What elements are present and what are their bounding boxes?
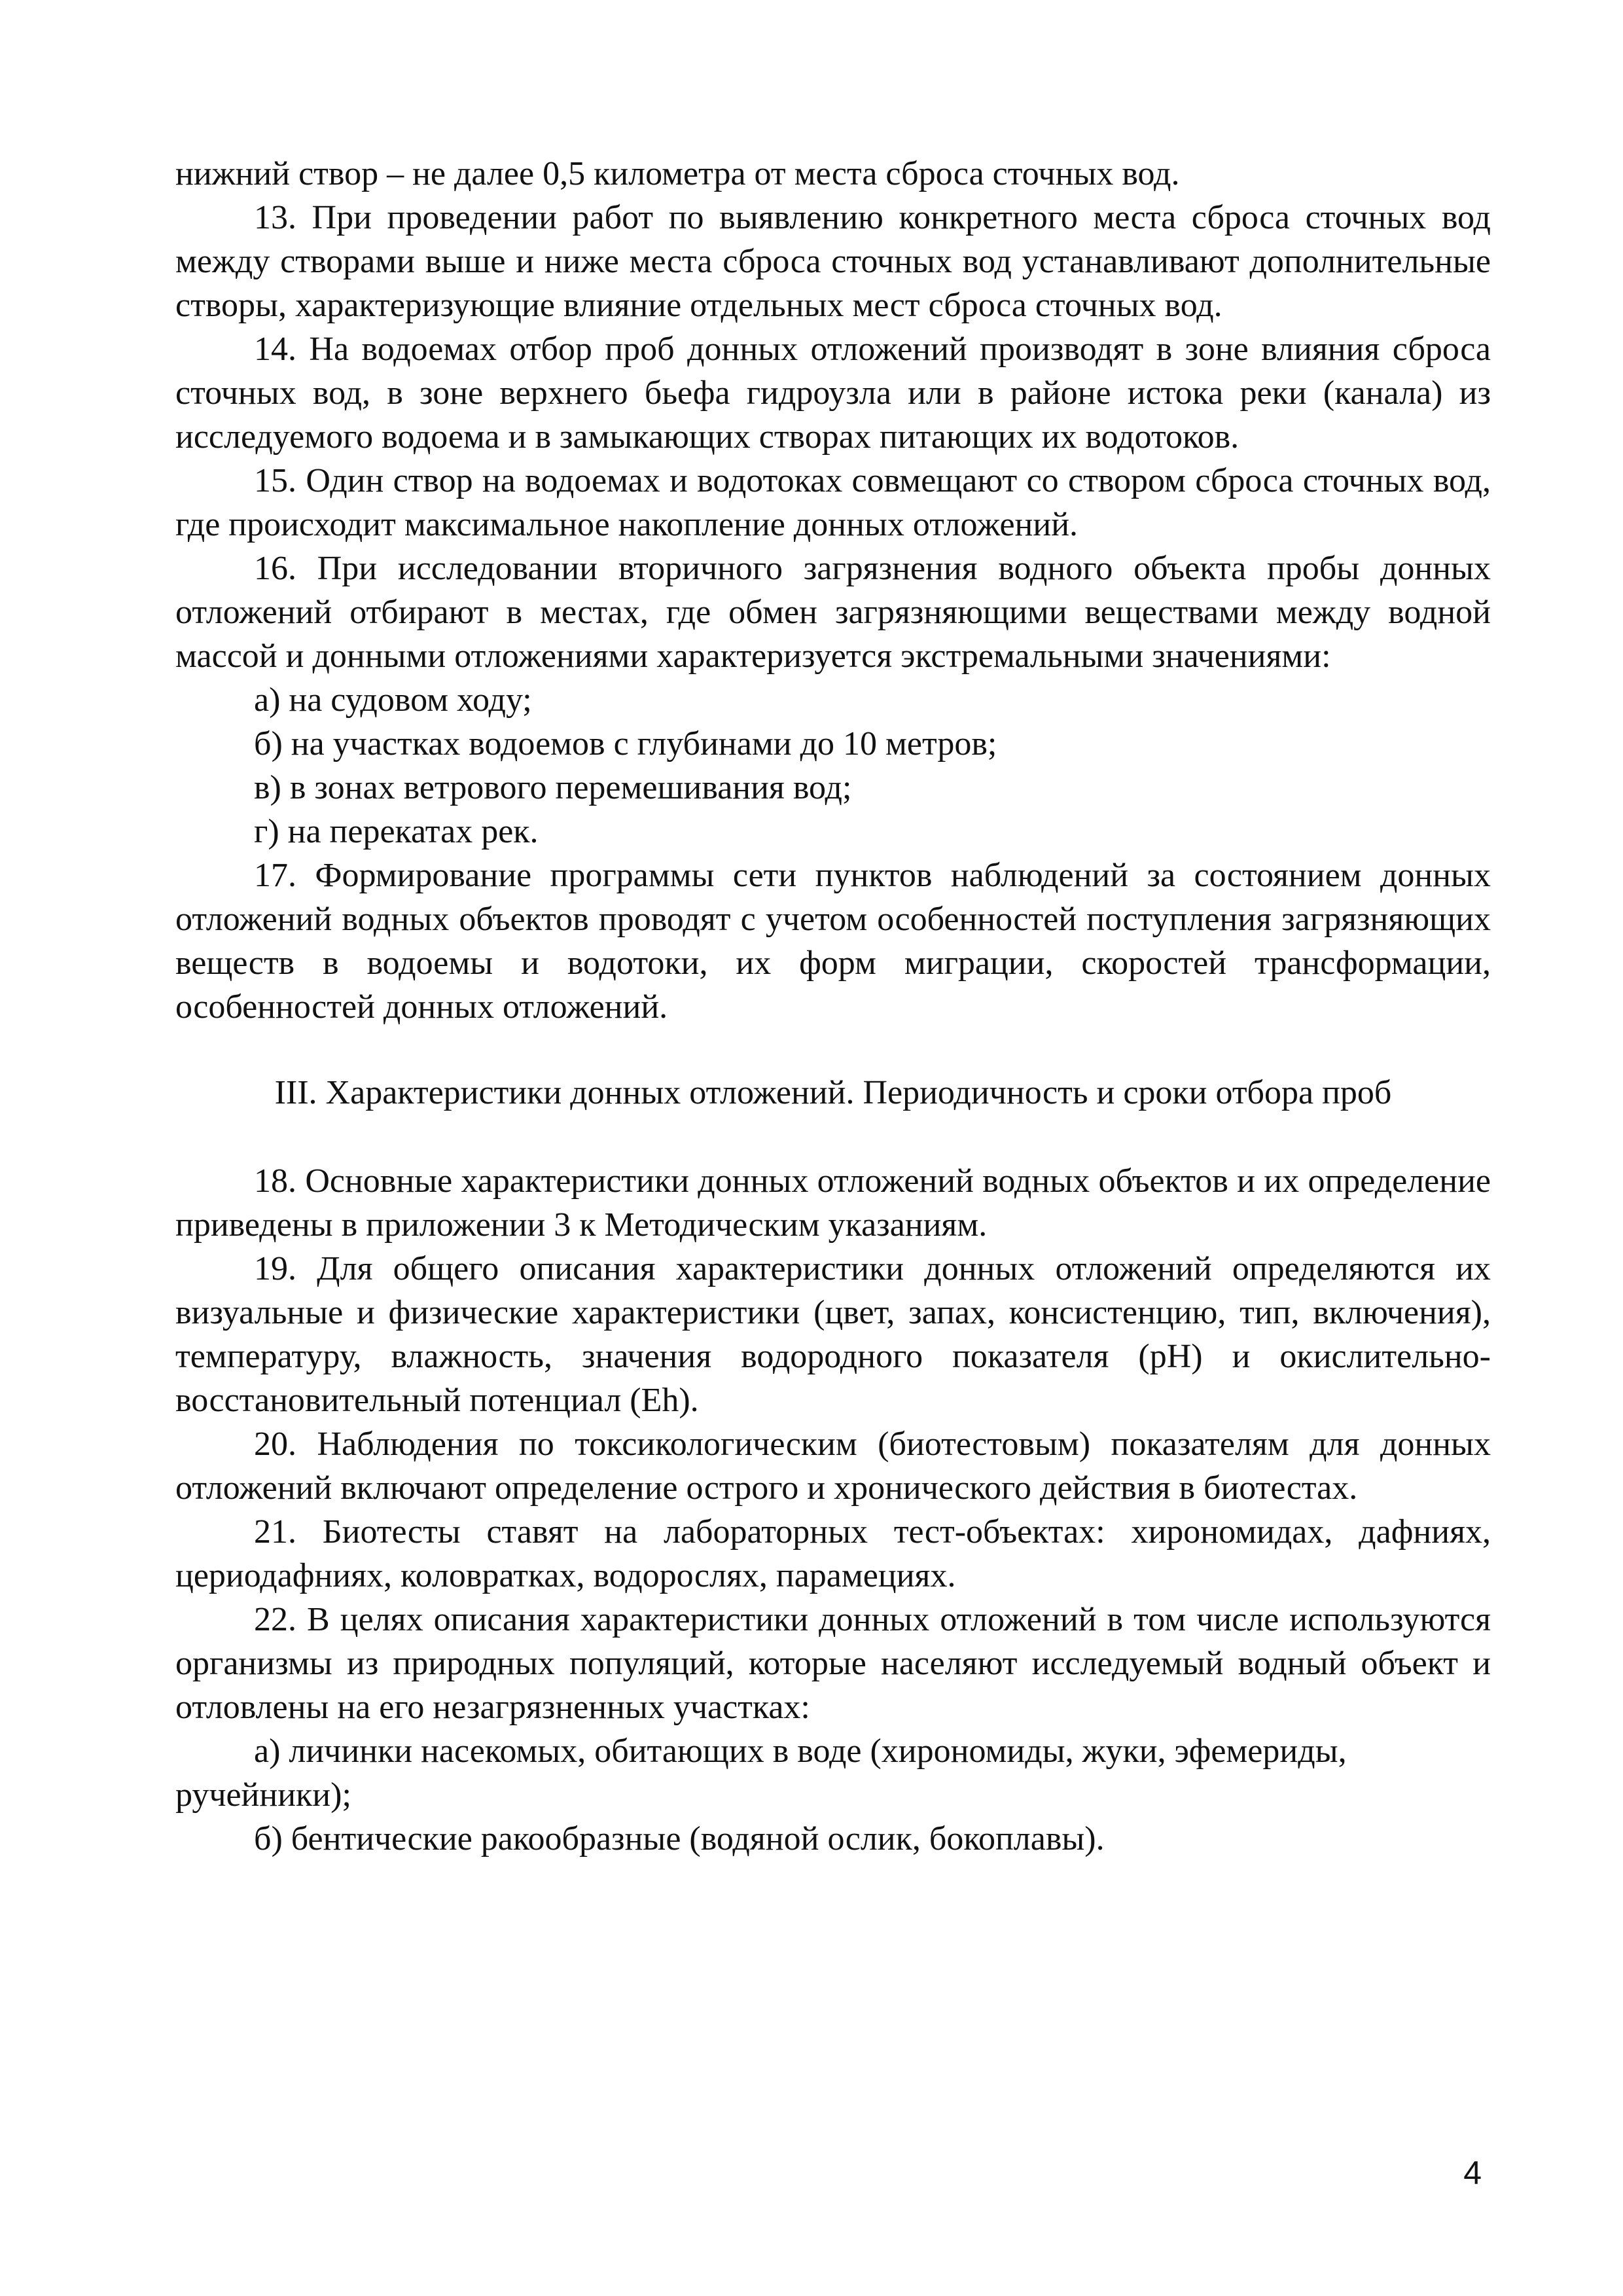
list-item-16d: г) на перекатах рек. <box>254 813 539 850</box>
list-item-16b: б) на участках водоемов с глубинами до 10 метров; <box>254 725 997 762</box>
paragraph-21: 21. Биотесты ставят на лабораторных тест-объектах: хирономидах, дафниях, цериодафниях, коловратках, водорослях, парамециях. <box>175 1513 1491 1594</box>
paragraph-19: 19. Для общего описания характеристики донных отложений определяются их визуальные и физические характеристики (цвет, запах, консистенцию, тип, включения), температуру, влажность, значения водородного показателя (pH) и окислительно-восстановительный потенциал (Eh). <box>175 1250 1491 1419</box>
section-heading: III. Характеристики донных отложений. Периодичность и сроки отбора проб <box>274 1074 1392 1111</box>
paragraph-17: 17. Формирование программы сети пунктов наблюдений за состоянием донных отложений водных объектов проводят с учетом особенностей поступления загрязняющих веществ в водоемы и водотоки, их форм миграции, скоростей трансформации, особенностей донных отложений. <box>175 857 1491 1026</box>
document-page <box>175 152 1491 1861</box>
paragraph-22: 22. В целях описания характеристики донных отложений в том числе используются организмы из природных популяций, которые населяют исследуемый водный объект и отловлены на его незагрязненных участках: <box>175 1601 1491 1726</box>
paragraph-16: 16. При исследовании вторичного загрязнения водного объекта пробы донных отложений отбирают в местах, где обмен загрязняющими веществами между водной массой и донными отложениями характеризуется экстремальными значениями: <box>175 550 1491 675</box>
list-item-16a: а) на судовом ходу; <box>254 681 532 719</box>
list-item-16c: в) в зонах ветрового перемешивания вод; <box>254 769 852 806</box>
paragraph-20: 20. Наблюдения по токсикологическим (биотестовым) показателям для донных отложений включают определение острого и хронического действия в биотестах. <box>175 1426 1491 1507</box>
list-item-22a: а) личинки насекомых, обитающих в воде (хирономиды, жуки, эфемериды, ручейники); <box>175 1732 1347 1814</box>
paragraph-15: 15. Один створ на водоемах и водотоках совмещают со створом сброса сточных вод, где происходит максимальное накопление донных отложений. <box>175 462 1491 543</box>
list-item-22b: б) бентические ракообразные (водяной ослик, бокоплавы). <box>254 1820 1105 1857</box>
page-number: 4 <box>1463 2155 1482 2191</box>
paragraph-12-continuation: нижний створ – не далее 0,5 километра от места сброса сточных вод. <box>175 155 1180 192</box>
paragraph-13: 13. При проведении работ по выявлению конкретного места сброса сточных вод между створами выше и ниже места сброса сточных вод устанавливают дополнительные створы, характеризующие влияние отдельных мест сброса сточных вод. <box>175 199 1491 324</box>
paragraph-14: 14. На водоемах отбор проб донных отложений производят в зоне влияния сброса сточных вод, в зоне верхнего бьефа гидроузла или в районе истока реки (канала) из исследуемого водоема и в замыкающих створах питающих их водотоков. <box>175 331 1491 456</box>
paragraph-18: 18. Основные характеристики донных отложений водных объектов и их определение приведены в приложении 3 к Методическим указаниям. <box>175 1162 1491 1244</box>
